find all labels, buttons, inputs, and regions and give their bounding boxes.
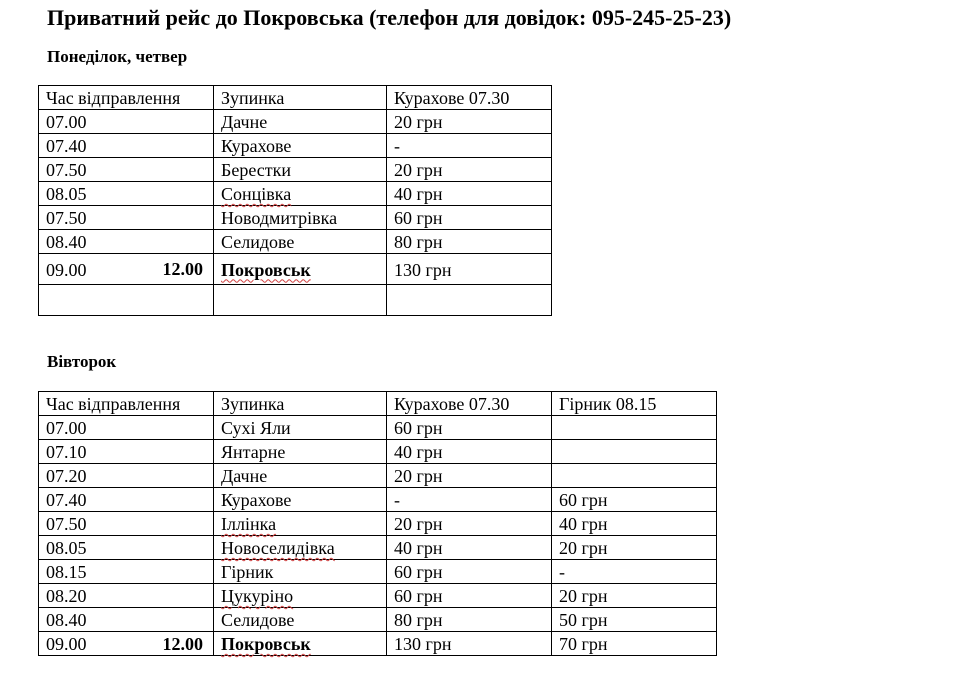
stop-name: Дачне [214,110,387,134]
empty-cell [214,285,387,316]
departure-time: 07.20 [39,464,214,488]
stop-name: Дачне [214,464,387,488]
departure-time: 08.40 [39,230,214,254]
stop-name: Гірник [214,560,387,584]
stop-name-text: Іллінка [221,514,277,534]
stop-name-text: Цукуріно [221,586,294,606]
departure-time: 08.05 [39,536,214,560]
fare-hirnyk: 40 грн [552,512,717,536]
header-departure-time: Час відправлення [39,392,214,416]
table-row [39,254,552,285]
departure-time: 07.50 [39,206,214,230]
table-row [39,488,717,512]
header-stop: Зупинка [214,86,387,110]
fare-kurakhove: 20 грн [387,512,552,536]
table-row [39,158,552,182]
stop-name: Селидове [214,608,387,632]
table-row [39,464,717,488]
table-row [39,536,717,560]
stop-name: Курахове [214,134,387,158]
fare-kurakhove: 40 грн [387,536,552,560]
fare-kurakhove: 130 грн [387,632,552,656]
fare-kurakhove: 60 грн [387,560,552,584]
fare-hirnyk: 70 грн [552,632,717,656]
table-row [39,134,552,158]
header-kurakhove-fare: Курахове 07.30 [387,86,552,110]
fare-hirnyk: 20 грн [552,536,717,560]
departure-time: 08.05 [39,182,214,206]
table-row [39,560,717,584]
stop-name: Берестки [214,158,387,182]
departure-time: 07.50 [39,512,214,536]
fare-hirnyk: 50 грн [552,608,717,632]
table-row [39,632,717,656]
stop-name [214,182,387,206]
stop-name-text: Новоселидівка [221,538,335,558]
fare-kurakhove: 60 грн [387,584,552,608]
fare-kurakhove: - [387,488,552,512]
arrival-time: 12.00 [162,633,203,654]
fare-kurakhove: 60 грн [387,416,552,440]
fare-hirnyk: - [552,560,717,584]
stop-name [214,536,387,560]
departure-time: 08.40 [39,608,214,632]
empty-cell [387,285,552,316]
header-departure-time: Час відправлення [39,86,214,110]
stop-name [214,254,387,285]
table-row [39,110,552,134]
stop-name [214,512,387,536]
table-header-row [39,392,717,416]
departure-time: 07.40 [39,134,214,158]
fare: 20 грн [387,110,552,134]
fare: - [387,134,552,158]
stop-name: Янтарне [214,440,387,464]
fare-hirnyk [552,416,717,440]
table-row [39,608,717,632]
table-row-empty [39,285,552,316]
empty-cell [39,285,214,316]
fare: 40 грн [387,182,552,206]
departure-time: 07.00 [39,416,214,440]
departure-time: 07.00 [39,110,214,134]
stop-name: Новодмитрівка [214,206,387,230]
fare: 20 грн [387,158,552,182]
stop-name [214,632,387,656]
stop-name-text: Покровськ [221,259,311,280]
header-stop: Зупинка [214,392,387,416]
fare: 60 грн [387,206,552,230]
section-heading-tuesday: Вівторок [47,352,117,371]
fare-hirnyk [552,464,717,488]
table-row [39,512,717,536]
departure-time [39,254,214,285]
table-row [39,584,717,608]
departure-time: 08.20 [39,584,214,608]
departure-time-text: 09.00 [46,634,87,654]
table-row [39,182,552,206]
stop-name: Курахове [214,488,387,512]
schedule-table-mon-thu [38,85,552,316]
fare-hirnyk [552,440,717,464]
fare: 80 грн [387,230,552,254]
stop-name: Селидове [214,230,387,254]
schedule-table-tuesday [38,391,717,656]
fare: 130 грн [387,254,552,285]
table-row [39,416,717,440]
departure-time: 08.15 [39,560,214,584]
fare-kurakhove: 80 грн [387,608,552,632]
fare-hirnyk: 20 грн [552,584,717,608]
table-header-row [39,86,552,110]
section-heading-mon-thu: Понеділок, четвер [47,47,188,66]
fare-kurakhove: 20 грн [387,464,552,488]
arrival-time: 12.00 [162,259,203,279]
departure-time: 07.50 [39,158,214,182]
table-row [39,440,717,464]
stop-name-text: Сонцівка [221,184,292,204]
departure-time-text: 09.00 [46,259,87,280]
page-title: Приватний рейс до Покровська (телефон для довідок: 095-245-25-23) [47,5,732,30]
departure-time: 07.40 [39,488,214,512]
fare-hirnyk: 60 грн [552,488,717,512]
header-hirnyk-fare: Гірник 08.15 [552,392,717,416]
table-row [39,206,552,230]
header-kurakhove-fare: Курахове 07.30 [387,392,552,416]
stop-name [214,584,387,608]
fare-kurakhove: 40 грн [387,440,552,464]
stop-name-text: Покровськ [221,634,311,654]
table-row [39,230,552,254]
departure-time [39,632,214,656]
departure-time: 07.10 [39,440,214,464]
stop-name: Сухі Яли [214,416,387,440]
